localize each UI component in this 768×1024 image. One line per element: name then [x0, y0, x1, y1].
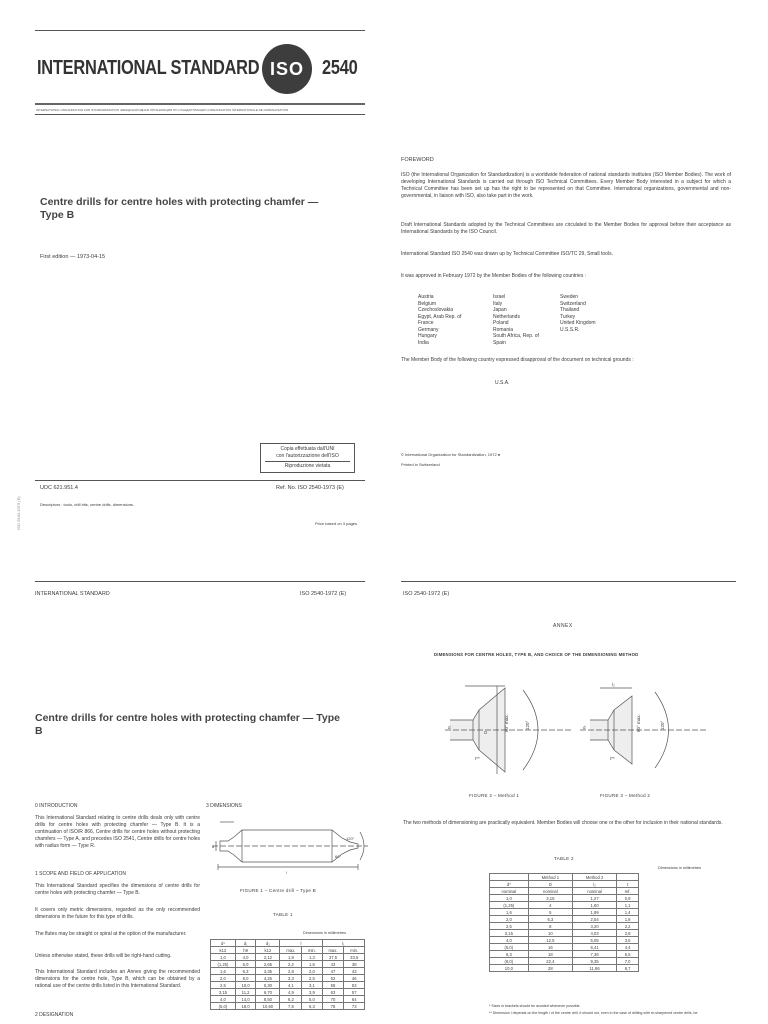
table-row: (8,0) 22,4 9,35 7,0 — [490, 958, 639, 965]
svg-text:d: d — [448, 725, 451, 730]
top-rule — [35, 30, 365, 31]
table-2-note-1: * Sizes in brackets should be avoided whenever possible. — [489, 1004, 581, 1008]
table-2-units: Dimensions in millimetres — [658, 866, 702, 870]
udc-rule — [35, 480, 365, 481]
page3-running-header: ISO 2540-1972 (E) — [403, 591, 450, 597]
table-row: (1,25) 4 1,60 1,1 — [490, 902, 639, 909]
table-2-note-2: ** Dimension l depends on the length l of the centre drill, it should not, even in the case of drilling with re-sharpened centre drills, be — [489, 1011, 698, 1015]
country: Thailand — [560, 307, 580, 313]
table-2-group-row — [490, 874, 639, 881]
figure-2-caption: FIGURE 2 – Method 1 — [469, 793, 520, 798]
table-row: 1,6 5 1,99 1,4 — [490, 909, 639, 916]
table-2-caption: TABLE 2 — [554, 856, 574, 861]
table-row: 4,0 14,0 8,50 6,2 5,0 70 64 — [211, 996, 365, 1003]
svg-text:120°: 120° — [660, 720, 665, 730]
table-row: 2,5 10,0 5,30 4,1 3,1 58 53 — [211, 982, 365, 989]
header-rule-2 — [35, 114, 365, 115]
foreword-heading: FOREWORD — [401, 157, 434, 163]
country: United Kingdom — [560, 320, 596, 326]
table-1-header-row — [211, 940, 365, 947]
header-rule — [35, 103, 365, 105]
scope-p2: It covers only metric dimensions, regarded as the only recommended dimensions in the future for this type of drills. — [35, 907, 200, 920]
table-row: 1,0 4,0 2,12 1,9 1,3 37,5 33,5 — [211, 954, 365, 961]
table-row: 6,3 18 7,36 5,5 — [490, 951, 639, 958]
introduction-heading: 0 INTRODUCTION — [35, 803, 78, 809]
country: U.S.S.R. — [560, 326, 580, 333]
foreword-p2: Draft International Standards adopted by the Technical Committees are circulated to the Member Bodies for approval before their acceptance as International Standards by the ISO Council. — [401, 222, 731, 235]
methods-text: The two methods of dimensioning are practically equivalent. Member Bodies will choose one or the other for inclusion in their national standards. — [403, 820, 723, 826]
stamp-line-3: Riproduzione vietata — [284, 463, 331, 469]
country: Sweden — [560, 294, 579, 300]
foreword-p3: International Standard ISO 2540 was drawn up by Technical Committee ISO/TC 29, Small tools. — [401, 251, 613, 257]
country: Netherlands — [493, 313, 520, 320]
table-1 — [210, 939, 365, 1010]
price-line: Price based on 3 pages — [315, 521, 358, 526]
country: Italy — [493, 300, 503, 307]
table-2 — [489, 873, 639, 972]
table-row: 2,5 8 3,20 2,2 — [490, 923, 639, 930]
iso-logo: ISO — [262, 44, 312, 94]
scope-p4: Unless otherwise stated, these drills will be right-hand cutting. — [35, 953, 172, 959]
country: South Africa, Rep. of — [493, 333, 539, 339]
country: Turkey — [560, 313, 576, 320]
country: Japan — [493, 307, 507, 313]
svg-text:120°: 120° — [525, 720, 530, 730]
annex-title: DIMENSIONS FOR CENTRE HOLES, TYPE B, AND CHOICE OF THE DIMENSIONING METHOD — [434, 652, 639, 657]
country: Czechoslovakia — [418, 307, 454, 313]
figure-2-method-1 — [445, 680, 575, 780]
scope-p3: The flutes may be straight or spiral at the option of the manufacturer. — [35, 931, 187, 937]
copyright: © International Organization for Standardization, 1972 ● — [401, 452, 501, 457]
svg-text:60° max.: 60° max. — [504, 714, 509, 732]
country: Belgium — [418, 300, 437, 307]
disapproval-country: U.S.A. — [495, 380, 510, 386]
country: Austria — [418, 294, 434, 300]
org-line: INTERNATIONAL ORGANIZATION FOR STANDARDIZATION •МЕЖДУНАРОДНАЯ ОРГАНИЗАЦИЯ ПО СТАНДАРТИЗАЦИИ •ORGANISATION INTERNATIONALE DE NORMALISATION — [36, 108, 289, 112]
figure-1-caption: FIGURE 1 – Centre drill – Type B — [240, 888, 317, 893]
running-header-left: INTERNATIONAL STANDARD — [35, 591, 110, 597]
svg-text:l₂: l₂ — [612, 682, 615, 687]
annex-label: ANNEX — [553, 623, 573, 629]
country: France — [418, 320, 434, 326]
disapproval-text: The Member Body of the following country expressed disapproval of the document on technical grounds : — [401, 357, 634, 363]
country: Spain — [493, 339, 506, 346]
figure-3-method-2 — [580, 680, 710, 780]
standard-type-heading: INTERNATIONAL STANDARD — [37, 57, 260, 79]
udc-number: UDC 621.951.4 — [40, 485, 78, 491]
approving-countries — [418, 294, 620, 346]
table-1-caption: TABLE 1 — [273, 912, 293, 917]
country: Egypt, Arab Rep. of — [418, 313, 462, 320]
descriptors: Descriptors : tools, drill bits, centre drills, dimensions. — [40, 502, 135, 507]
dimensions-heading: 3 DIMENSIONS — [206, 803, 242, 809]
table-1-header: d₁ — [235, 940, 256, 947]
table-row: 3,15 11,2 6,70 4,9 3,9 63 57 — [211, 989, 365, 996]
scope-heading: 1 SCOPE AND FIELD OF APPLICATION — [35, 871, 127, 877]
svg-text:60°: 60° — [335, 854, 342, 859]
svg-text:d: d — [212, 844, 215, 849]
table-row: 1,0 3,15 1,27 0,9 — [490, 895, 639, 902]
country: India — [418, 339, 429, 346]
table-1-header: l — [280, 940, 322, 947]
table-1-subheader-row: k12 h9 k12 max. min. max. min. — [211, 947, 365, 954]
country: Hungary — [418, 333, 437, 339]
country: Poland — [493, 320, 509, 326]
designation-heading: 2 DESIGNATION — [35, 1012, 74, 1018]
table-2-subheader-row: nominal nominal nominal ref. — [490, 888, 639, 895]
svg-text:120°: 120° — [346, 836, 355, 841]
reproduction-stamp — [260, 443, 355, 473]
foreword-p4: It was approved in February 1972 by the Member Bodies of the following countries : — [401, 273, 587, 279]
printed-in: Printed in Switzerland — [401, 462, 440, 467]
table-row: 4,0 12,5 5,05 3,5 — [490, 937, 639, 944]
svg-text:t**: t** — [475, 756, 480, 761]
stamp-line-1: Copia effettuata dall'UNI — [280, 446, 335, 452]
country: Romania — [493, 326, 514, 333]
foreword-p1: ISO (the International Organization for Standardization) is a worldwide federation of national standards institutes (ISO Member Bodies). The work of developing International Standards is carried out through ISO Technical Committees. Every Member Body interested in a subject for which a Technical Committee has been set up has the right to be represented on that Committee. International organizations, governmental and non-governmental, in liaison with ISO, also take part in the work. — [401, 172, 731, 199]
svg-text:d: d — [583, 725, 586, 730]
page-title: Centre drills for centre holes with protecting chamfer — Type B — [40, 196, 319, 221]
svg-text:l: l — [286, 870, 287, 875]
table-row: (5,0) 16 6,41 4,4 — [490, 944, 639, 951]
introduction-text: This International Standard relating to centre drills deals only with centre drills for centre holes with protecting chamfer — Type B. It is a continuation of ISO/R 866, Centre drills for centre holes without protecting chamfers — Type A, and precedes ISO 2541, Centre drills for centre holes with radius form — Type R. — [35, 815, 200, 849]
svg-text:t**: t** — [610, 756, 615, 761]
figure-1-centre-drill — [210, 812, 370, 884]
table-row: 10,0 28 11,66 8,7 — [490, 965, 639, 972]
country: Switzerland — [560, 300, 586, 307]
stamp-line-2: con l'autorizzazione dell'ISO — [276, 453, 339, 459]
reference-number: Ref. No. ISO 2540-1973 (E) — [276, 485, 344, 491]
table-row: 1,6 6,3 3,35 2,8 2,0 47 43 — [211, 968, 365, 975]
page2-top-rule — [35, 581, 365, 582]
edition: First edition — 1973-04-15 — [40, 254, 106, 260]
svg-text:D: D — [483, 730, 488, 734]
table-row: (5,0) 18,0 10,60 7,5 6,3 78 73 — [211, 1003, 365, 1010]
table-2-group: Method 1 — [528, 874, 572, 881]
table-1-header: l₁ — [322, 940, 364, 947]
table-row: 2,0 8,0 4,25 3,3 2,5 52 46 — [211, 975, 365, 982]
svg-text:60° max.: 60° max. — [636, 714, 641, 732]
table-1-header: d¹ — [211, 940, 236, 947]
page3-top-rule — [401, 581, 736, 582]
country: Israel — [493, 294, 506, 300]
table-row: 2,0 6,3 2,54 1,8 — [490, 916, 639, 923]
country: Germany — [418, 326, 439, 333]
table-row: (1,25) 5,0 2,65 2,2 1,6 43 38 — [211, 961, 365, 968]
standard-number: 2540 — [322, 57, 358, 79]
page2-title: Centre drills for centre holes with protecting chamfer — Type B — [35, 712, 340, 737]
table-row: 3,15 10 4,03 2,8 — [490, 930, 639, 937]
figure-3-caption: FIGURE 3 – Method 2 — [600, 793, 651, 798]
table-1-header: d₂ — [256, 940, 280, 947]
side-reference: ISO 2540-1973 (E) — [16, 496, 21, 530]
table-1-units: Dimensions in millimetres — [303, 931, 347, 935]
scope-p5: This International Standard includes an Annex giving the recommended dimensions for the centre hole, Type B, which can be obtained by a rational use of the centre drills listed in this International Standard. — [35, 969, 200, 989]
running-header-right: ISO 2540-1972 (E) — [300, 591, 347, 597]
scope-p1: This International Standard specifies the dimensions of centre drills for centre holes with protecting chamfer — Type B. — [35, 883, 200, 896]
table-2-header-row: d* D l₂ t — [490, 881, 639, 888]
table-2-group: Method 2 — [572, 874, 616, 881]
